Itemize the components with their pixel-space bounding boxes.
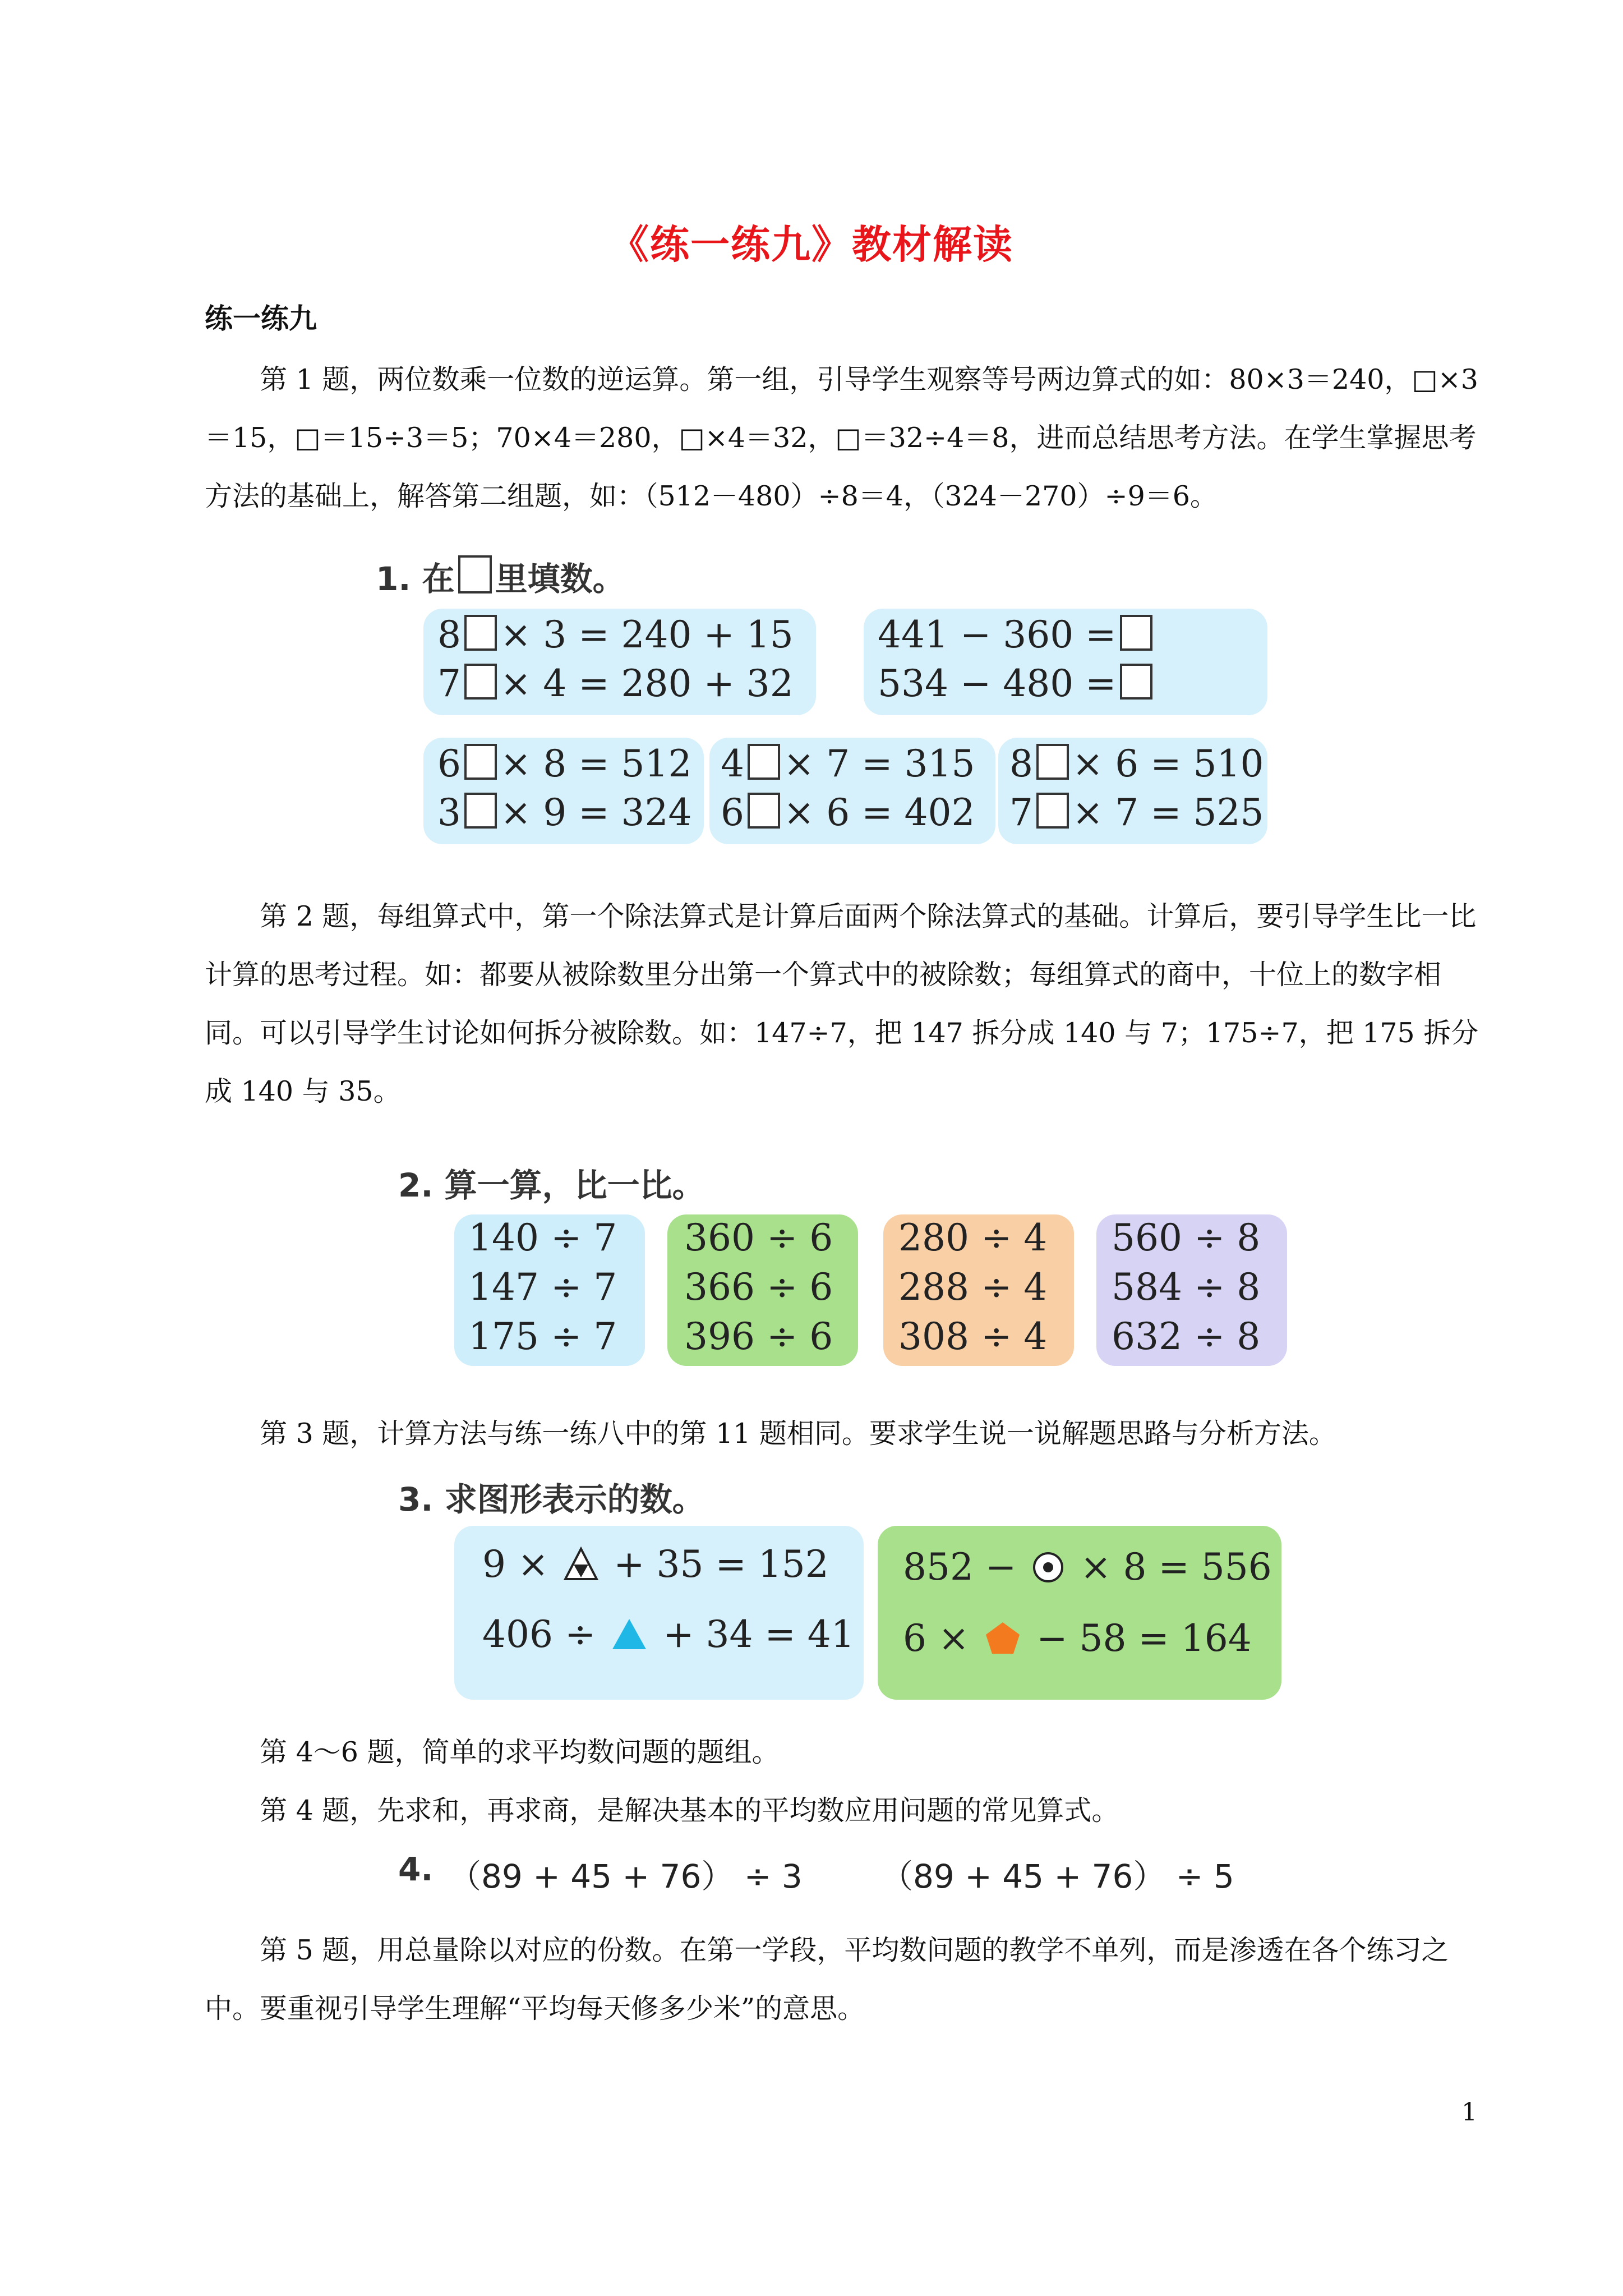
blank-box-icon <box>464 793 497 829</box>
equation: 360 ÷ 6 <box>684 1216 833 1259</box>
equation: 308 ÷ 4 <box>898 1315 1048 1358</box>
equation: 396 ÷ 6 <box>684 1315 833 1358</box>
blank-box-icon <box>1036 744 1069 780</box>
equation <box>437 613 794 656</box>
equation-pre: 852 − <box>903 1545 1017 1589</box>
blank-box-icon <box>1120 615 1152 651</box>
figure-3 <box>387 1470 1295 1705</box>
equation <box>903 1545 1272 1589</box>
equation <box>1009 742 1264 785</box>
equation: 140 ÷ 7 <box>468 1216 617 1259</box>
equation-post: × 9 = 324 <box>500 791 692 834</box>
equation <box>1009 791 1264 834</box>
equation-post: × 7 = 315 <box>783 742 975 785</box>
equation <box>437 791 692 834</box>
striped-triangle-icon <box>564 1547 598 1581</box>
figure-1-heading-b: 里填数。 <box>495 560 625 598</box>
orange-pentagon-icon <box>984 1621 1021 1655</box>
blank-box-icon <box>748 793 780 829</box>
blank-box-icon <box>748 744 780 780</box>
figure-4 <box>387 1846 1284 1907</box>
paragraph-1: 第 1 题，两位数乘一位数的逆运算。第一组，引导学生观察等号两边算式的如：80×3＝240，□×3＝15，□＝15÷3＝5；70×4＝280，□×4＝32，□＝32÷4＝8，进而总结思考方法。在学生掌握思考方法的基础上，解答第二组题，如：（512－480）÷8＝4，（324－270）÷9＝6。 <box>205 364 1478 512</box>
equation-pre: 6 <box>721 791 744 834</box>
equation-pre: 406 ÷ <box>482 1613 596 1656</box>
equation <box>437 662 794 705</box>
equation-pre: 441 − 360 = <box>878 613 1117 656</box>
equation-post: + 35 = 152 <box>614 1543 829 1586</box>
figure-1-number: 1. <box>376 560 411 598</box>
blue-triangle-icon <box>611 1617 648 1651</box>
equation: 147 ÷ 7 <box>468 1266 617 1309</box>
paragraph-3: 第 3 题，计算方法与练一练八中的第 11 题相同。要求学生说一说解题思路与分析方法。 <box>260 1418 1336 1450</box>
equation-pre: 8 <box>437 613 461 656</box>
figure-2-heading: 2. 算一算，比一比。 <box>398 1166 705 1204</box>
equation-pre: 9 × <box>482 1543 549 1586</box>
equation: 560 ÷ 8 <box>1112 1216 1261 1259</box>
equation-pre: 8 <box>1009 742 1033 785</box>
equation: 366 ÷ 6 <box>684 1266 833 1309</box>
equation-pre: 3 <box>437 791 461 834</box>
equation-post: × 8 = 512 <box>500 742 692 785</box>
equation-post: + 34 = 41 <box>663 1613 855 1656</box>
equation <box>721 791 975 834</box>
figure-1-heading-a: 在 <box>422 560 455 598</box>
figure-4-expression-1: （89 + 45 + 76） ÷ 3 <box>449 1857 803 1895</box>
equation <box>878 662 1156 705</box>
blank-box-icon <box>464 615 497 651</box>
equation-pre: 6 <box>437 742 461 785</box>
equation: 288 ÷ 4 <box>898 1266 1048 1309</box>
equation <box>903 1617 1252 1660</box>
dotted-circle-icon <box>1031 1550 1065 1584</box>
paragraph-5: 第 4 题，先求和，再求商，是解决基本的平均数应用问题的常见算式。 <box>260 1795 1119 1826</box>
equation-post: × 4 = 280 + 32 <box>500 662 794 705</box>
paragraph-2: 第 2 题，每组算式中，第一个除法算式是计算后面两个除法算式的基础。计算后，要引导学生比一比计算的思考过程。如：都要从被除数里分出第一个算式中的被除数；每组算式的商中，十位上的数字相同。可以引导学生讨论如何拆分被除数。如：147÷7，把 147 拆分成 140 与 7；175÷7，把 175 拆分成 140 与 35。 <box>205 900 1479 1107</box>
equation-post: × 7 = 525 <box>1072 791 1264 834</box>
equation: 584 ÷ 8 <box>1112 1266 1261 1309</box>
equation <box>437 742 692 785</box>
section-heading: 练一练九 <box>205 302 317 335</box>
page-number: 1 <box>1461 2098 1477 2127</box>
equation-post: − 58 = 164 <box>1036 1617 1252 1660</box>
blank-box-icon <box>1120 664 1152 700</box>
figure-4-number: 4. <box>398 1850 434 1888</box>
paragraph-4: 第 4～6 题，简单的求平均数问题的题组。 <box>260 1736 780 1768</box>
equation-pre: 534 − 480 = <box>878 662 1117 705</box>
equation <box>482 1543 829 1586</box>
equation-pre: 7 <box>437 662 461 705</box>
figure-1-heading <box>376 553 625 600</box>
figure-2 <box>387 1156 1295 1380</box>
equation-pre: 7 <box>1009 791 1033 834</box>
blank-box-icon <box>458 555 492 593</box>
equation-post: × 3 = 240 + 15 <box>500 613 794 656</box>
equation <box>482 1613 855 1656</box>
equation: 280 ÷ 4 <box>898 1216 1048 1259</box>
equation: 632 ÷ 8 <box>1112 1315 1261 1358</box>
blank-box-icon <box>1036 793 1069 829</box>
blank-box-icon <box>464 744 497 780</box>
figure-1 <box>359 547 1284 861</box>
blank-box-icon <box>464 664 497 700</box>
paragraph-6: 第 5 题，用总量除以对应的份数。在第一学段，平均数问题的教学不单列，而是渗透在各个练习之中。要重视引导学生理解“平均每天修多少米”的意思。 <box>205 1934 1449 2024</box>
equation-post: × 6 = 402 <box>783 791 975 834</box>
equation-post: × 8 = 556 <box>1080 1545 1272 1589</box>
equation-pre: 4 <box>721 742 744 785</box>
figure-3-heading: 3. 求图形表示的数。 <box>398 1480 705 1519</box>
equation: 175 ÷ 7 <box>468 1315 617 1358</box>
equation <box>878 613 1156 656</box>
figure-4-expression-2: （89 + 45 + 76） ÷ 5 <box>880 1857 1234 1895</box>
equation <box>721 742 975 785</box>
equation-post: × 6 = 510 <box>1072 742 1264 785</box>
equation-pre: 6 × <box>903 1617 970 1660</box>
document-title: 《练一练九》教材解读 <box>610 221 1013 268</box>
